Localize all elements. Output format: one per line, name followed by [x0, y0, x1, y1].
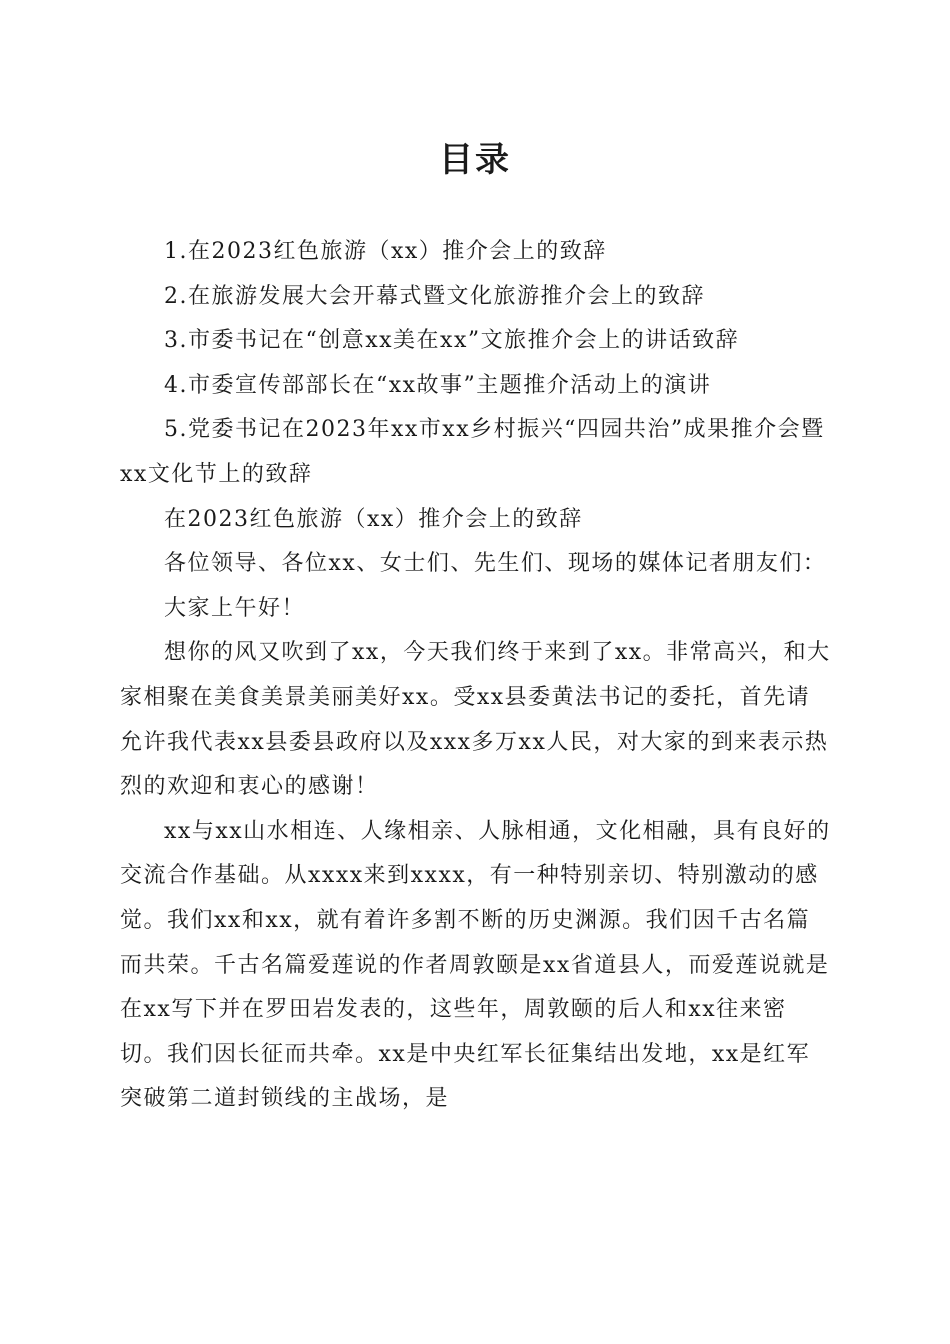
toc-item-4: 4.市委宣传部部长在“xx故事”主题推介活动上的演讲: [164, 372, 712, 398]
salutation: 各位领导、各位xx、女士们、先生们、现场的媒体记者朋友们：: [164, 551, 827, 577]
toc-item-1: 1.在2023红色旅游（xx）推介会上的致辞: [164, 239, 607, 264]
document-body: [120, 230, 832, 1122]
toc-item-2: 2.在旅游发展大会开幕式暨文化旅游推介会上的致辞: [164, 283, 705, 309]
toc-item-5: 5.党委书记在2023年xx市xx乡村振兴“四园共治”成果推介会暨xx文化节上的致辞: [120, 417, 825, 487]
toc-item-3: 3.市委书记在“创意xx美在xx”文旅推介会上的讲话致辞: [164, 328, 740, 354]
paragraph-2: xx与xx山水相连、人缘相亲、人脉相通，文化相融，具有良好的交流合作基础。从xxxx来到xxxx，有一种特别亲切、特别激动的感觉。我们xx和xx，就有着许多割不断的历史渊源。我们因千古名篇而共荣。千古名篇爱莲说的作者周敦颐是xx省道县人，而爱莲说就是在xx写下并在罗田岩发表的，这些年，周敦颐的后人和xx往来密切。我们因长征而共牵。xx是中央红军长征集结出发地，xx是红军突破第二道封锁线的主战场，是: [120, 818, 831, 1112]
paragraph-1: 想你的风又吹到了xx，今天我们终于来到了xx。非常高兴，和大家相聚在美食美景美丽美好xx。受xx县委黄法书记的委托，首先请允许我代表xx县委县政府以及xxx多万xx人民，对大家的到来表示热烈的欢迎和衷心的感谢！: [120, 640, 831, 800]
section-heading: 在2023红色旅游（xx）推介会上的致辞: [164, 506, 583, 532]
greeting: 大家上午好！: [164, 595, 306, 621]
document-title: 目录: [439, 140, 511, 180]
